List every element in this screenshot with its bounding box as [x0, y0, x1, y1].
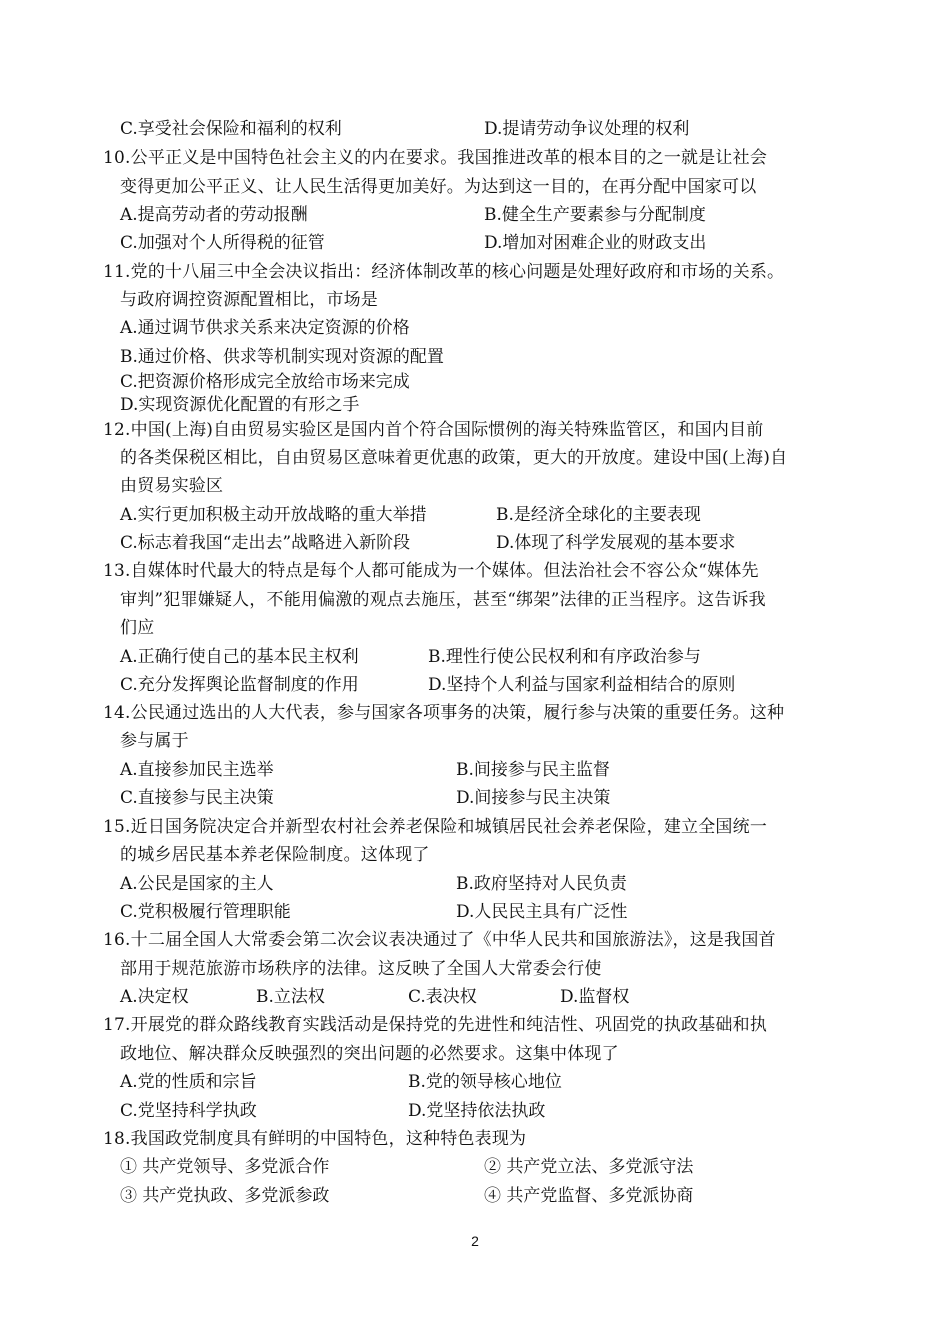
q10-option-b: B.健全生产要素参与分配制度	[484, 205, 706, 225]
q13-option-b: B.理性行使公民权利和有序政治参与	[428, 647, 701, 667]
q16-option-a: A.决定权	[120, 987, 189, 1007]
q17-stem-line1: 17.开展党的群众路线教育实践活动是保持党的先进性和纯洁性、巩固党的执政基础和执	[103, 1015, 768, 1035]
q18-item-3: ③ 共产党执政、多党派参政	[120, 1186, 330, 1206]
q18-item-2: ② 共产党立法、多党派守法	[484, 1157, 694, 1177]
q17-option-c: C.党坚持科学执政	[120, 1101, 257, 1121]
q10-option-a: A.提高劳动者的劳动报酬	[120, 205, 308, 225]
q18-item-1: ① 共产党领导、多党派合作	[120, 1157, 330, 1177]
prev-option-c: C.享受社会保险和福利的权利	[120, 119, 342, 139]
q14-option-a: A.直接参加民主选举	[120, 760, 274, 780]
q17-stem-line2: 政地位、解决群众反映强烈的突出问题的必然要求。这集中体现了	[120, 1044, 619, 1064]
q15-option-c: C.党积极履行管理职能	[120, 902, 291, 922]
q15-option-a: A.公民是国家的主人	[120, 874, 274, 894]
q10-option-c: C.加强对个人所得税的征管	[120, 233, 325, 253]
q12-option-a: A.实行更加积极主动开放战略的重大举措	[120, 505, 427, 525]
q16-option-d: D.监督权	[560, 987, 630, 1007]
q14-stem-line2: 参与属于	[120, 731, 189, 751]
q18-stem-line1: 18.我国政党制度具有鲜明的中国特色，这种特色表现为	[103, 1129, 527, 1149]
q15-option-d: D.人民民主具有广泛性	[456, 902, 628, 922]
q12-stem-line3: 由贸易实验区	[120, 476, 224, 496]
q13-option-a: A.正确行使自己的基本民主权利	[120, 647, 359, 667]
q14-option-b: B.间接参与民主监督	[456, 760, 610, 780]
q15-stem-line2: 的城乡居民基本养老保险制度。这体现了	[120, 845, 430, 865]
q12-stem-line2: 的各类保税区相比，自由贸易区意味着更优惠的政策，更大的开放度。建设中国(上海)自	[120, 448, 788, 468]
q13-option-c: C.充分发挥舆论监督制度的作用	[120, 675, 359, 695]
q11-option-b: B.通过价格、供求等机制实现对资源的配置	[120, 347, 444, 367]
q10-stem-line2: 变得更加公平正义、让人民生活得更加美好。为达到这一目的，在再分配中国家可以	[120, 177, 757, 197]
q10-stem-line1: 10.公平正义是中国特色社会主义的内在要求。我国推进改革的根本目的之一就是让社会	[103, 148, 768, 168]
q13-option-d: D.坚持个人利益与国家利益相结合的原则	[428, 675, 736, 695]
q18-item-4: ④ 共产党监督、多党派协商	[484, 1186, 694, 1206]
q14-option-d: D.间接参与民主决策	[456, 788, 611, 808]
q13-stem-line1: 13.自媒体时代最大的特点是每个人都可能成为一个媒体。但法治社会不容公众“媒体先	[103, 561, 759, 581]
q12-option-c: C.标志着我国“走出去”战略进入新阶段	[120, 533, 411, 553]
q16-stem-line1: 16.十二届全国人大常委会第二次会议表决通过了《中华人民共和国旅游法》，这是我国首	[103, 930, 776, 950]
q11-stem-line2: 与政府调控资源配置相比，市场是	[120, 290, 378, 310]
q16-stem-line2: 部用于规范旅游市场秩序的法律。这反映了全国人大常委会行使	[120, 959, 602, 979]
q12-option-d: D.体现了科学发展观的基本要求	[496, 533, 736, 553]
q13-stem-line3: 们应	[120, 618, 155, 638]
q15-option-b: B.政府坚持对人民负责	[456, 874, 627, 894]
prev-option-d: D.提请劳动争议处理的权利	[484, 119, 690, 139]
q11-stem-line1: 11.党的十八届三中全会决议指出：经济体制改革的核心问题是处理好政府和市场的关系。	[103, 262, 785, 282]
page-number: 2	[471, 1233, 479, 1249]
q17-option-b: B.党的领导核心地位	[408, 1072, 562, 1092]
q10-option-d: D.增加对困难企业的财政支出	[484, 233, 707, 253]
q11-option-a: A.通过调节供求关系来决定资源的价格	[120, 318, 410, 338]
q17-option-d: D.党坚持依法执政	[408, 1101, 546, 1121]
q15-stem-line1: 15.近日国务院决定合并新型农村社会养老保险和城镇居民社会养老保险，建立全国统一	[103, 817, 768, 837]
q13-stem-line2: 审判”犯罪嫌疑人，不能用偏激的观点去施压，甚至“绑架”法律的正当程序。这告诉我	[120, 590, 766, 610]
q11-option-c: C.把资源价格形成完全放给市场来完成	[120, 372, 410, 392]
q14-option-c: C.直接参与民主决策	[120, 788, 274, 808]
q14-stem-line1: 14.公民通过选出的人大代表，参与国家各项事务的决策，履行参与决策的重要任务。这种	[103, 703, 785, 723]
q16-option-c: C.表决权	[408, 987, 477, 1007]
q12-option-b: B.是经济全球化的主要表现	[496, 505, 701, 525]
q11-option-d: D.实现资源优化配置的有形之手	[120, 395, 360, 415]
q17-option-a: A.党的性质和宗旨	[120, 1072, 257, 1092]
q16-option-b: B.立法权	[256, 987, 325, 1007]
q12-stem-line1: 12.中国(上海)自由贸易实验区是国内首个符合国际惯例的海关特殊监管区，和国内目前	[103, 420, 764, 440]
